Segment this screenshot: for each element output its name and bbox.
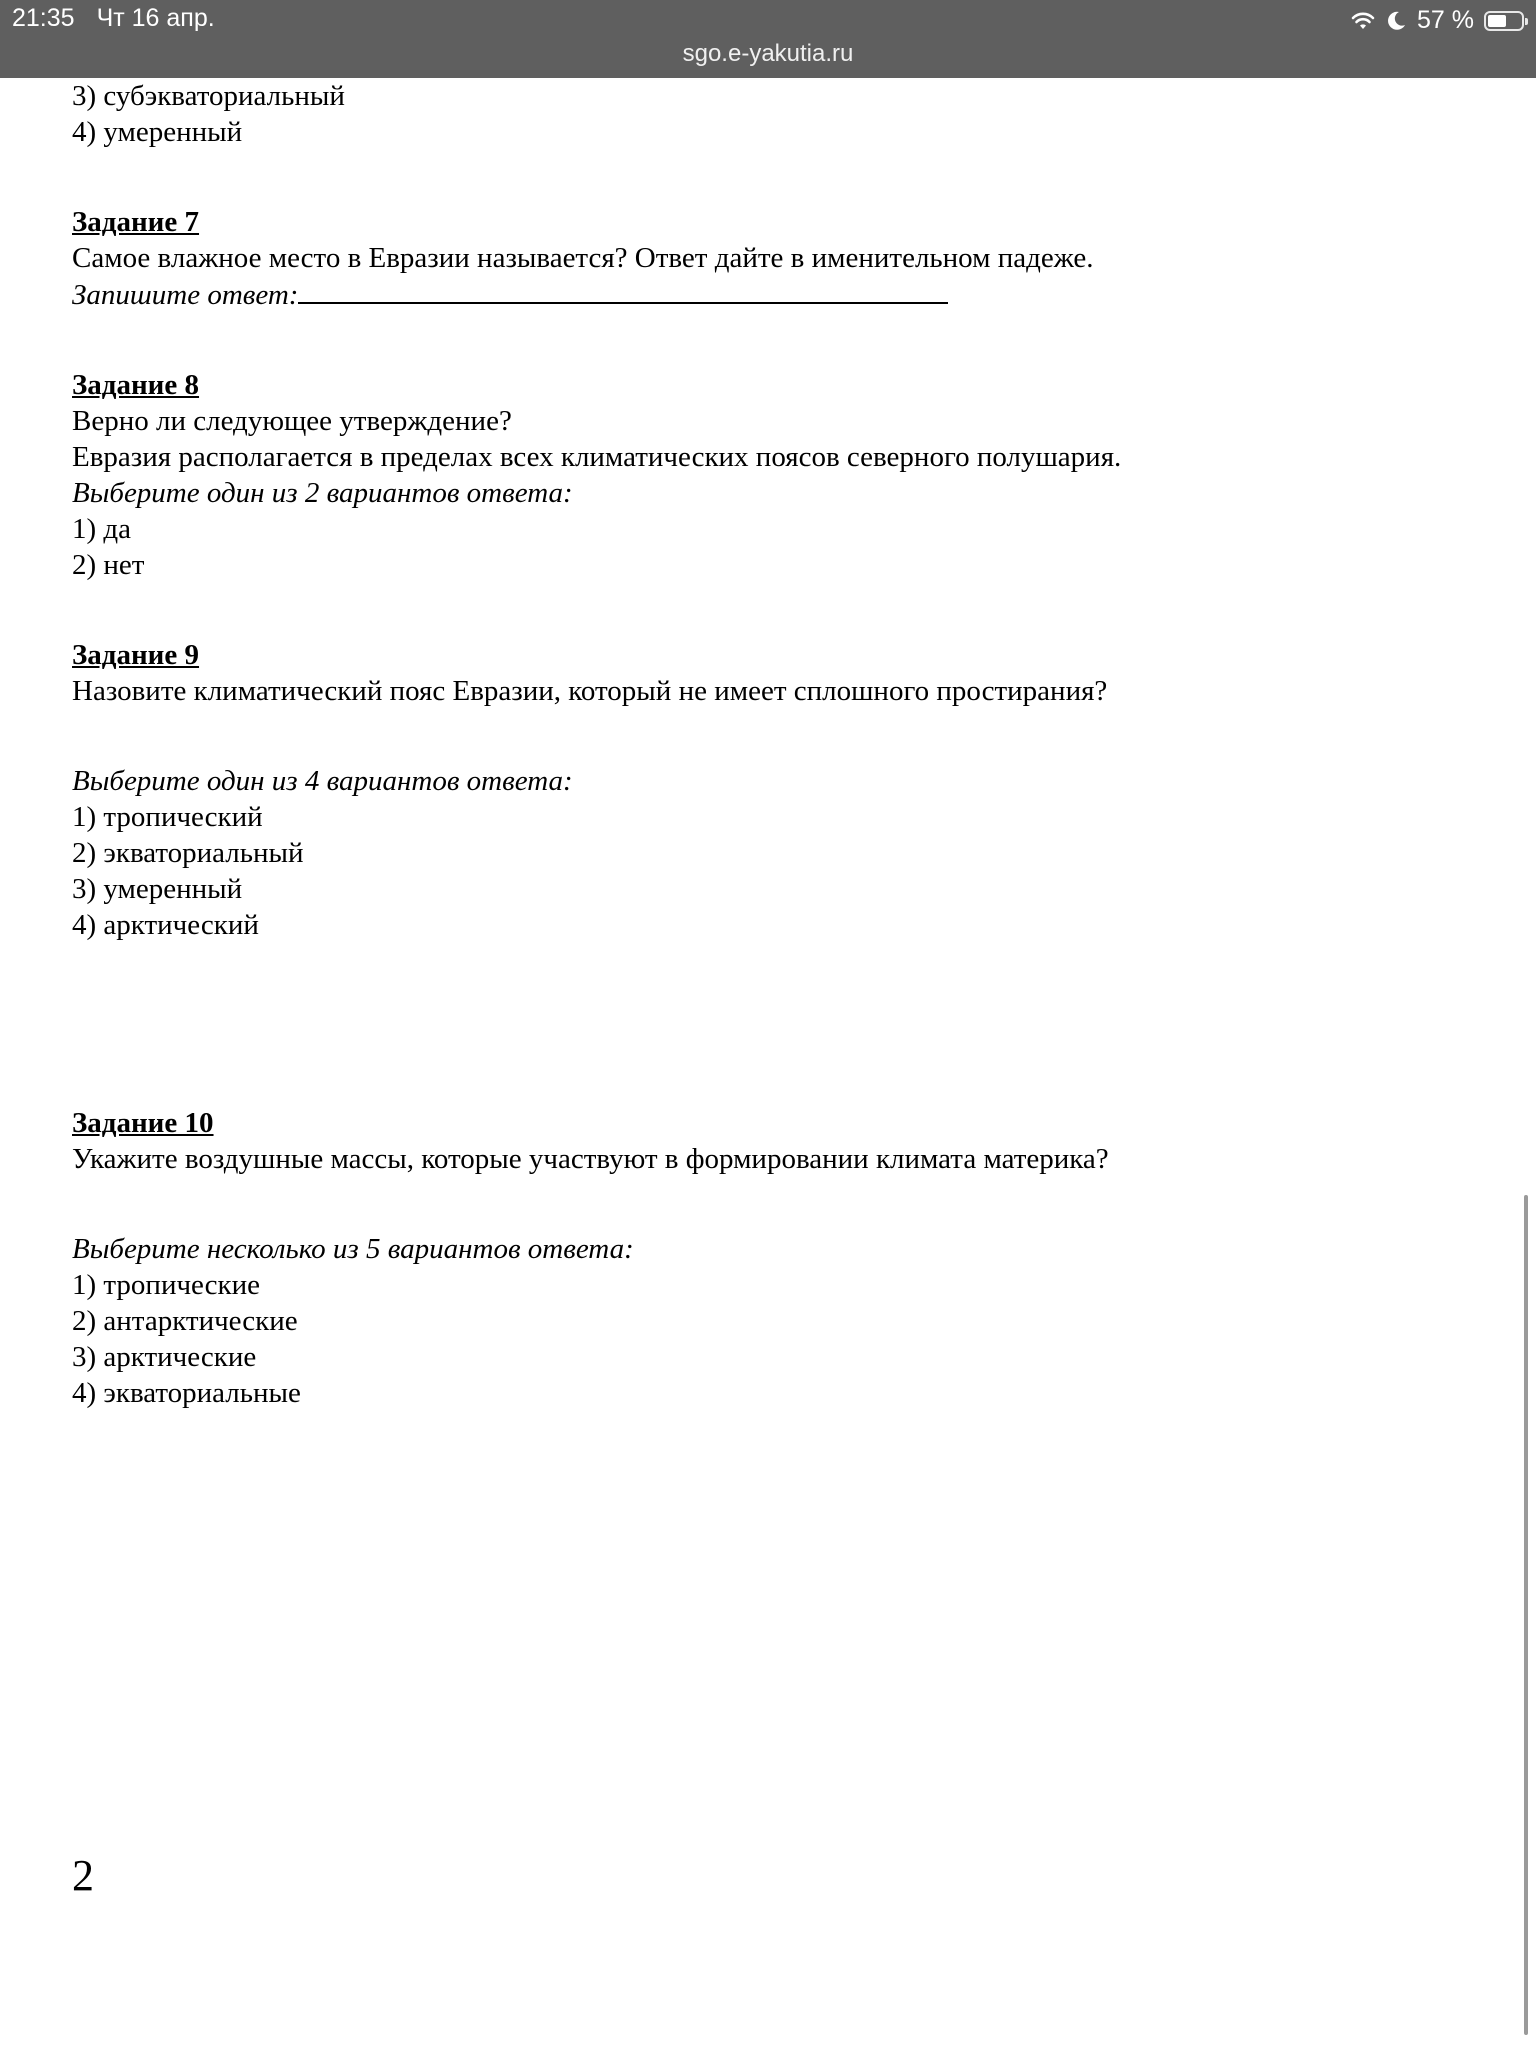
task-7-question: Самое влажное место в Евразии называется? Ответ дайте в именительном падеже. [72,242,1094,274]
battery-icon [1484,11,1524,31]
status-bar [0,0,1536,78]
moon-icon [1385,10,1407,32]
task-10-option-4: 4) экваториальные [72,1377,301,1409]
url-label[interactable]: sgo.e-yakutia.ru [682,40,854,67]
prev-option-3: 3) субэкваториальный [72,80,345,112]
task-9-option-4: 4) арктический [72,909,259,941]
task-10-question: Укажите воздушные массы, которые участвуют в формировании климата материка? [72,1143,1109,1175]
wifi-icon [1351,11,1375,31]
task-9-option-1: 1) тропический [72,801,263,833]
task-9-option-2: 2) экваториальный [72,837,304,869]
prev-option-4: 4) умеренный [72,116,243,148]
document-page [72,78,1472,1411]
task-7-answer-row [72,276,1472,313]
task-8-prompt: Выберите один из 2 вариантов ответа: [72,477,573,509]
status-time: 21:35 [12,4,75,32]
task-9-question: Назовите климатический пояс Евразии, который не имеет сплошного простирания? [72,675,1108,707]
task-10-option-2: 2) антарктические [72,1305,298,1337]
status-left [12,4,215,33]
task-7-answer-field[interactable] [298,276,948,304]
status-date: Чт 16 апр. [96,4,215,32]
task-10-option-3: 3) арктические [72,1341,257,1373]
task-8-option-2: 2) нет [72,549,145,581]
task-8-question-1: Верно ли следующее утверждение? [72,405,512,437]
status-right [1351,6,1524,35]
task-10-title: Задание 10 [72,1107,214,1139]
page-number: 2 [72,1851,94,1900]
task-9-option-3: 3) умеренный [72,873,243,905]
task-8-option-1: 1) да [72,513,132,545]
task-7-title: Задание 7 [72,206,200,238]
scrollbar[interactable] [1524,1195,1528,2035]
battery-fill [1488,15,1506,27]
task-10-prompt: Выберите несколько из 5 вариантов ответа: [72,1233,634,1265]
task-10-option-1: 1) тропические [72,1269,261,1301]
task-8-title: Задание 8 [72,369,200,401]
battery-percent: 57 % [1417,6,1474,34]
task-8-question-2: Евразия располагается в пределах всех климатических поясов северного полушария. [72,441,1122,473]
task-9-title: Задание 9 [72,639,200,671]
task-7-answer-prompt: Запишите ответ: [72,279,299,311]
battery-cap [1525,18,1528,25]
task-9-prompt: Выберите один из 4 вариантов ответа: [72,765,573,797]
